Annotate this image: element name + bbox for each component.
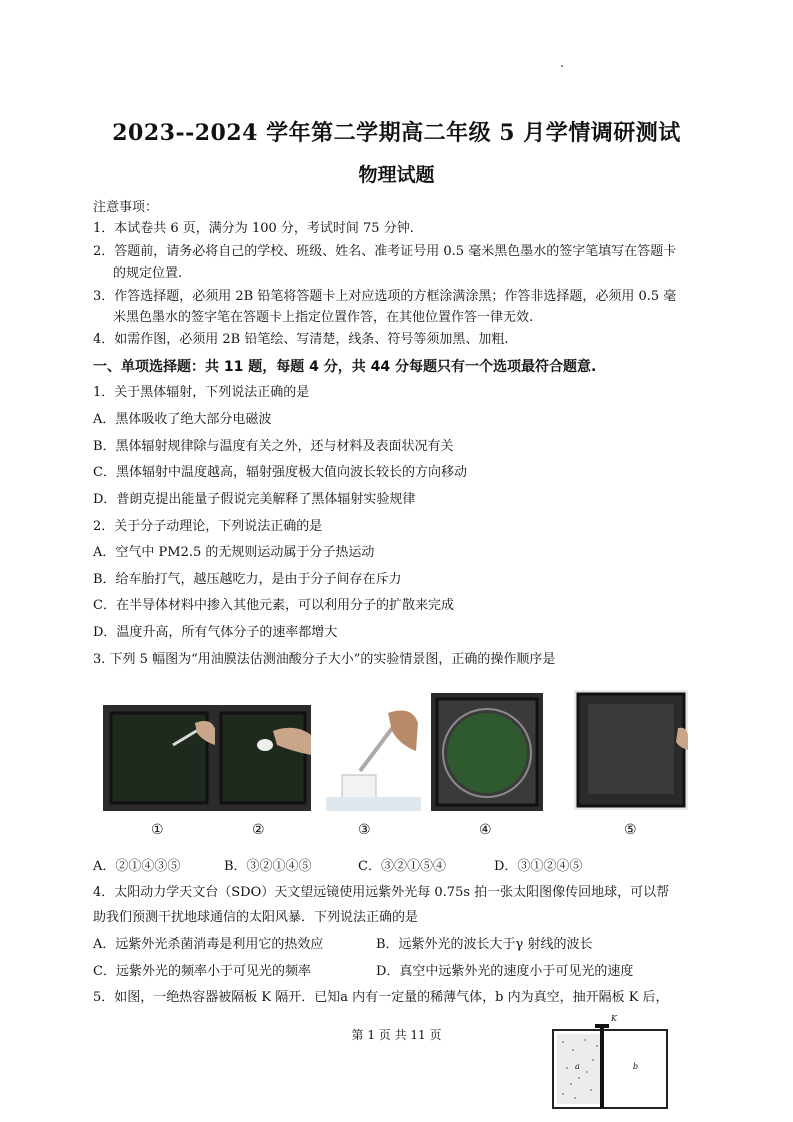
- photo-5-glass-plate-tray: [574, 690, 688, 810]
- q1-option-d: D．普朗克提出能量子假说完美解释了黑体辐射实验规律: [93, 492, 416, 507]
- q4-option-a: A．远紫外光杀菌消毒是利用它的热效应: [93, 937, 324, 952]
- photo-2-powder-tray: [215, 705, 311, 811]
- glass-plate-tray-illustration: [574, 690, 688, 810]
- note-2: 2．答题前，请务必将自己的学校、班级、姓名、准考证号用 0.5 毫米黑色墨水的签字笔填写在答题卡: [93, 244, 677, 259]
- q2-stem: 2．关于分子动理论，下列说法正确的是: [93, 519, 323, 534]
- q4-stem-line2: 助我们预测干扰地球通信的太阳风暴．下列说法正确的是: [93, 910, 419, 925]
- q1-option-b: B．黑体辐射规律除与温度有关之外，还与材料及表面状况有关: [93, 439, 454, 454]
- q3-option-d: D．③①②④⑤: [494, 859, 583, 874]
- note-3: 3．作答选择题，必须用 2B 铅笔将答题卡上对应选项的方框涂满涂黑；作答非选择题，必须用 0.5 毫: [93, 289, 677, 304]
- note-2-cont: 的规定位置.: [113, 266, 183, 281]
- figure-label-2: ②: [252, 822, 265, 838]
- photo-1-dropper-tray: [103, 705, 215, 811]
- q3-option-b: B．③②①④⑤: [224, 859, 312, 874]
- note-1: 1．本试卷共 6 页，满分为 100 分，考试时间 75 分钟.: [93, 221, 414, 236]
- page-footer: 第 1 页 共 11 页: [351, 1028, 442, 1042]
- q3-option-c: C．③②①⑤④: [358, 859, 446, 874]
- scan-dot: [561, 65, 563, 67]
- figure-label-3: ③: [358, 822, 371, 838]
- q1-option-c: C．黑体辐射中温度越高，辐射强度极大值向波长较长的方向移动: [93, 465, 467, 480]
- q2-option-a: A．空气中 PM2.5 的无规则运动属于分子热运动: [93, 545, 375, 560]
- note-4: 4．如需作图，必须用 2B 铅笔绘、写清楚，线条、符号等须加黑、加粗.: [93, 332, 509, 347]
- q2-option-b: B．给车胎打气，越压越吃力，是由于分子间存在斥力: [93, 572, 402, 587]
- dropper-tray-illustration: [103, 705, 215, 811]
- q1-stem: 1．关于黑体辐射，下列说法正确的是: [93, 385, 310, 400]
- film-tray-illustration: [431, 693, 543, 811]
- q4-option-d: D．真空中远紫外光的速度小于可见光的速度: [376, 964, 634, 979]
- q4-stem-line1: 4．太阳动力学天文台（SDO）天文望远镜使用远紫外光每 0.75s 拍一张太阳图像传回地球，可以帮: [93, 885, 670, 900]
- photo-3-syringe-beaker: [326, 705, 421, 811]
- q1-option-a: A．黑体吸收了绝大部分电磁波: [93, 412, 272, 427]
- q2-option-d: D．温度升高，所有气体分子的速率都增大: [93, 625, 338, 640]
- powder-tray-illustration: [215, 705, 311, 811]
- fig-label-k: K: [611, 1014, 617, 1023]
- exam-title: 2023--2024 学年第二学期高二年级 5 月学情调研测试: [112, 120, 681, 146]
- figure-label-4: ④: [479, 822, 492, 838]
- syringe-beaker-illustration: [326, 705, 421, 811]
- q4-option-b: B．远紫外光的波长大于γ 射线的波长: [376, 937, 593, 952]
- note-3-cont: 米黑色墨水的签字笔在答题卡上指定位置作答，在其他位置作答一律无效.: [113, 310, 534, 325]
- q3-option-a: A．②①④③⑤: [93, 859, 181, 874]
- figure-label-5: ⑤: [624, 822, 637, 838]
- q4-option-c: C．远紫外光的频率小于可见光的频率: [93, 964, 311, 979]
- photo-4-film-tray: [431, 693, 543, 811]
- section-heading: 一、单项选择题：共 11 题，每题 4 分，共 44 分每题只有一个选项最符合题意.: [93, 359, 597, 375]
- q5-stem: 5．如图，一绝热容器被隔板 K 隔开．已知a 内有一定量的稀薄气体，b 内为真空，抽开隔板 K 后，: [93, 990, 669, 1005]
- fig-label-a: a: [575, 1062, 580, 1071]
- exam-subtitle: 物理试题: [358, 164, 435, 186]
- q3-stem: 3. 下列 5 幅图为“用油膜法估测油酸分子大小”的实验情景图，正确的操作顺序是: [93, 652, 556, 667]
- figure-label-1: ①: [151, 822, 164, 838]
- notes-heading: 注意事项：: [93, 200, 159, 215]
- q2-option-c: C．在半导体材料中掺入其他元素，可以利用分子的扩散来完成: [93, 598, 454, 613]
- fig-label-b: b: [633, 1062, 639, 1071]
